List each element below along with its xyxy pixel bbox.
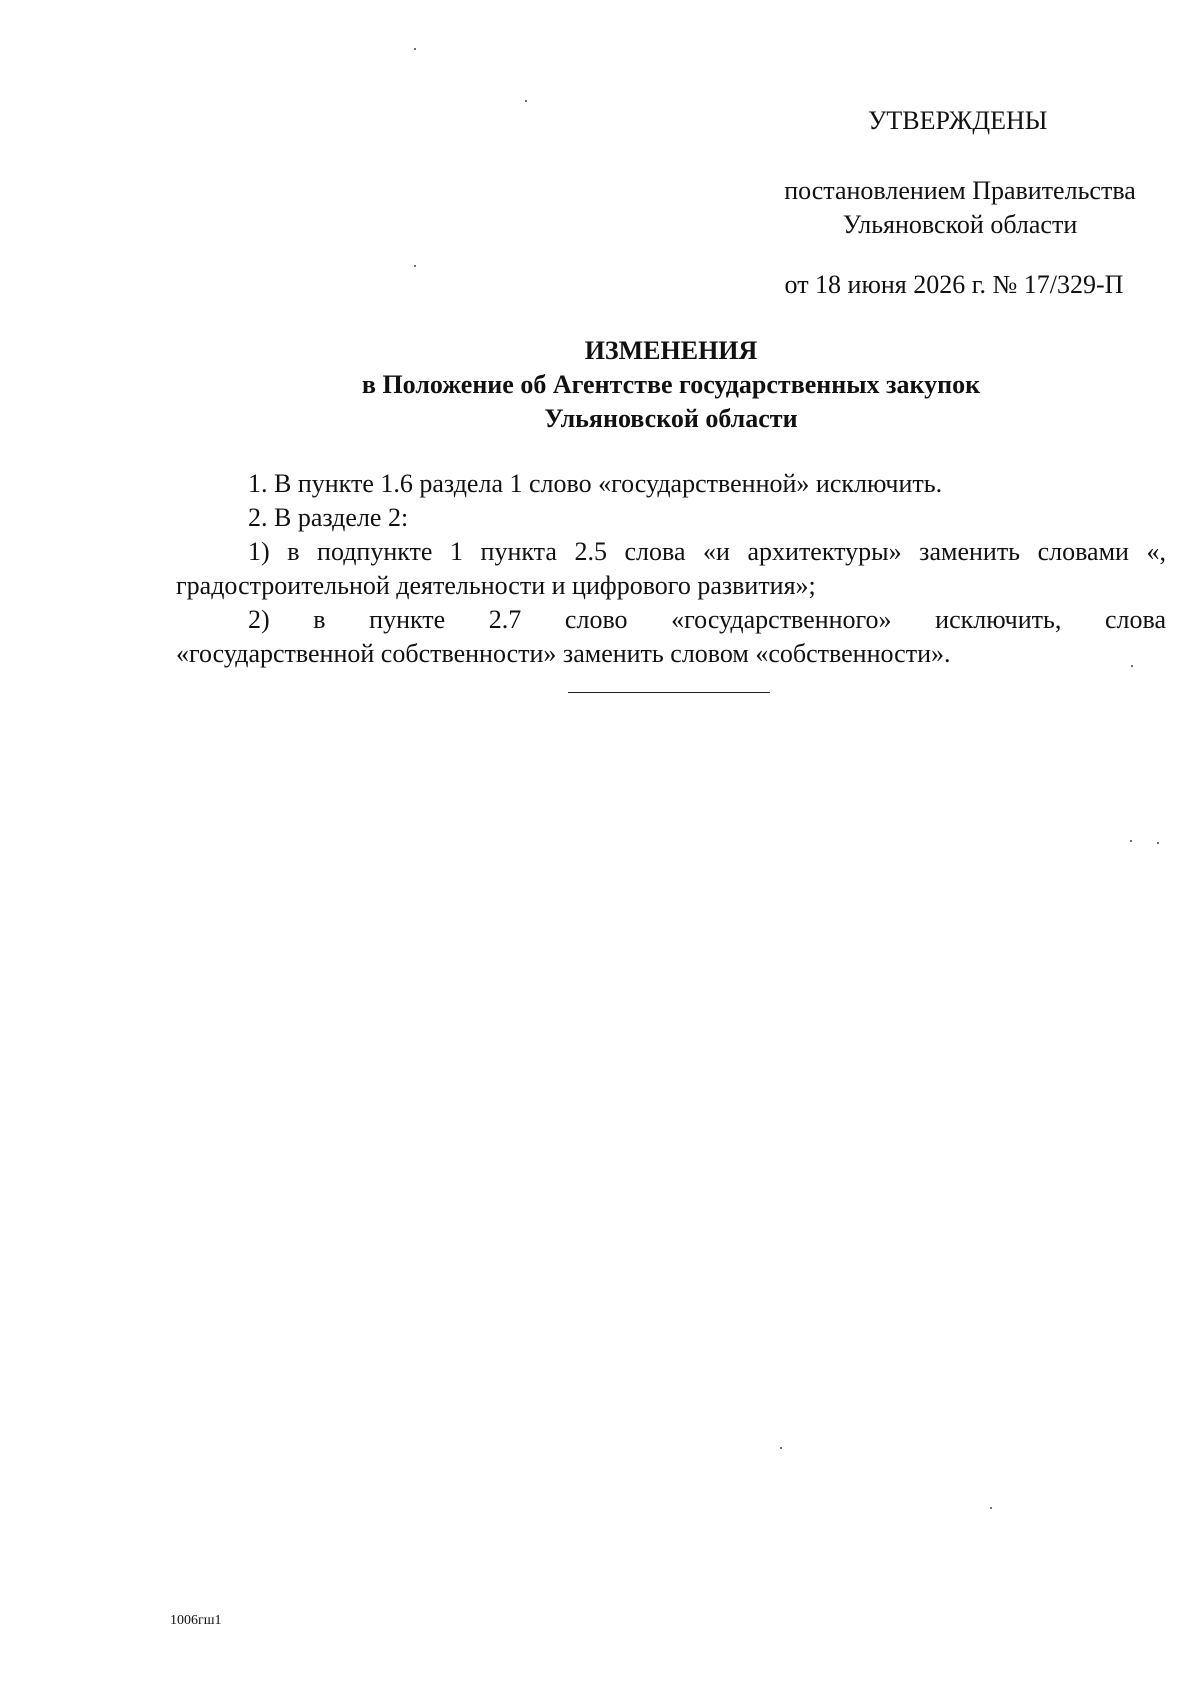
- scan-speck: [990, 1507, 992, 1509]
- document-title: [176, 334, 1166, 436]
- end-divider: [568, 692, 770, 693]
- scan-speck: [1130, 840, 1132, 842]
- scan-speck: [414, 48, 416, 50]
- approval-authority-line-2: Ульяновской области: [842, 210, 1078, 239]
- approval-authority-line-1: постановлением Правительства: [784, 176, 1136, 205]
- footer-code: 1006гш1: [170, 1613, 222, 1628]
- title-line-1: ИЗМЕНЕНИЯ: [584, 336, 758, 365]
- document-body: [176, 467, 1166, 671]
- item-2-subitem-2-line-2: «государственной собственности» заменить словом «собственности».: [176, 639, 951, 668]
- item-2-subitem-2-line-1: 2) в пункте 2.7 слово «государственного» исключить, слова: [248, 605, 1166, 634]
- scan-speck: [414, 265, 416, 267]
- scan-speck: [780, 1447, 782, 1449]
- item-2: 2. В разделе 2:: [248, 503, 409, 532]
- approval-authority: [760, 174, 1160, 242]
- title-line-2: в Положение об Агентстве государственных закупок: [361, 370, 981, 399]
- scan-speck: [1157, 842, 1159, 844]
- item-1: 1. В пункте 1.6 раздела 1 слово «государственной» исключить.: [248, 469, 943, 498]
- approval-heading: УТВЕРЖДЕНЫ: [868, 106, 1048, 135]
- scan-speck: [525, 100, 527, 102]
- item-2-subitem-1: 1) в подпункте 1 пункта 2.5 слова «и архитектуры» заменить словами «, градостроительной деятельности и цифрового развития»;: [176, 537, 1166, 600]
- title-line-3: Ульяновской области: [544, 404, 798, 433]
- scan-speck: [1131, 665, 1133, 667]
- approval-date: от 18 июня 2026 г. № 17/329-П: [784, 270, 1124, 299]
- item-2-subitem-2: [176, 603, 1166, 671]
